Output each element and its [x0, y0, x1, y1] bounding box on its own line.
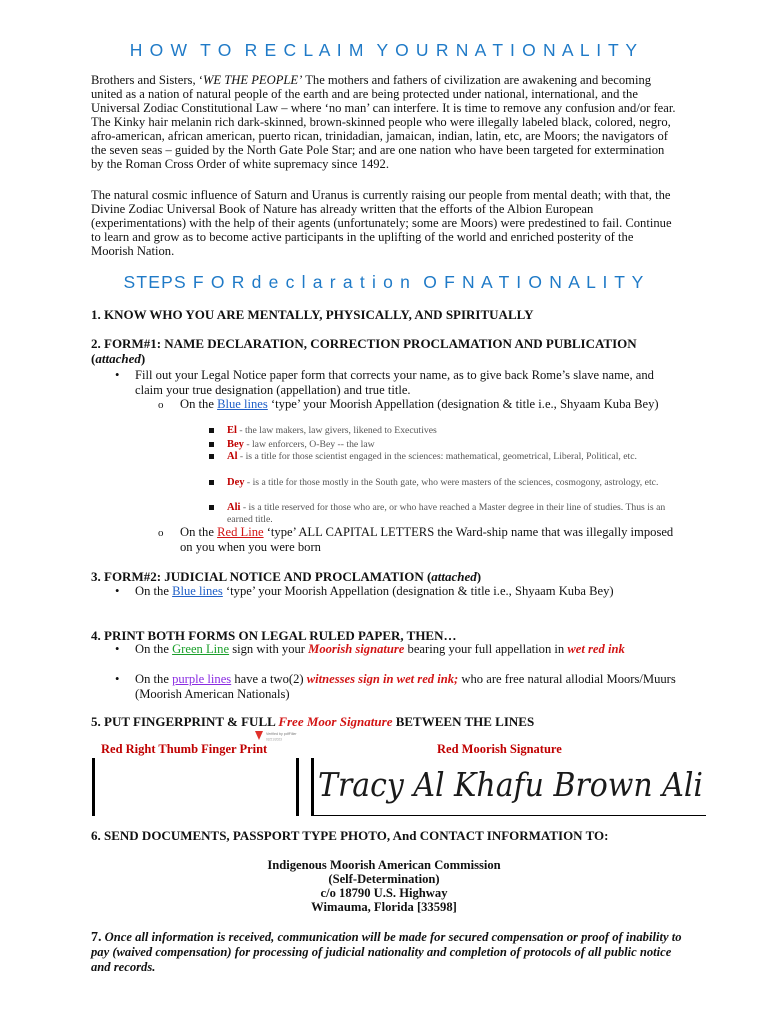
step-7-paragraph — [91, 930, 691, 975]
verified-text: Verified by pdfFiller — [266, 732, 297, 736]
address-line-4: Wimauma, Florida [33598] — [311, 900, 457, 914]
bullet-dot-icon: • — [115, 642, 120, 656]
square-bullet-icon — [209, 505, 214, 510]
thumb-right-line — [296, 758, 299, 816]
title-desc: - is a title reserved for those who are, or who have reached a Master degree in their line of studies. Thus is an earned title. — [227, 502, 666, 525]
step-3-post: ‘type’ your Moorish Appellation (designation & title i.e., Shyaam Kuba Bey) — [222, 584, 614, 598]
step-2-text: 2. FORM#1: NAME DECLARATION, CORRECTION PROCLAMATION AND PUBLICATION ( — [91, 336, 637, 366]
step-3-attached: attached — [431, 569, 477, 584]
title-name: Bey — [227, 439, 244, 450]
circle-bullet-icon: o — [158, 399, 164, 411]
title-desc: - is a title for those scientist engaged in the sciences: mathematical, geometrical, Liberal, Political, etc. — [237, 451, 637, 462]
square-bullet-icon — [209, 428, 214, 433]
circle-bullet-icon: o — [158, 527, 164, 539]
blue-lines-label: Blue lines — [172, 584, 223, 598]
sub-1-post: ‘type’ your Moorish Appellation (designation & title i.e., Shyaam Kuba Bey) — [267, 397, 659, 411]
free-moor-signature-label: Free Moor Signature — [278, 714, 393, 729]
square-bullet-icon — [209, 442, 214, 447]
step-2-attached: attached — [95, 351, 141, 366]
title-name: Dey — [227, 477, 245, 488]
address-line-1: Indigenous Moorish American Commission — [267, 858, 501, 872]
moorish-signature-label: Moorish signature — [308, 642, 405, 656]
title-name: Al — [227, 451, 238, 462]
step-2-sub-1 — [158, 397, 660, 412]
title-desc: - the law makers, law givers, likened to Executives — [236, 425, 437, 436]
step-4-bullet-1 — [115, 642, 680, 657]
step-2-bullet — [115, 368, 670, 398]
b1-pre: On the — [135, 642, 173, 656]
step-3-text: 3. FORM#2: JUDICIAL NOTICE AND PROCLAMATION ( — [91, 569, 432, 584]
bullet-dot-icon: • — [115, 584, 120, 598]
intro-lead: Brothers and Sisters, ‘ — [91, 73, 203, 87]
blue-lines-label: Blue lines — [217, 397, 268, 411]
step-4-bullet-2 — [115, 672, 680, 702]
step-5-heading — [91, 714, 691, 729]
step-2-heading — [91, 336, 671, 366]
step-7-text: Once all information is received, communication will be made for secured compensation or proof of inability to pay (waived compensation) for processing of judicial nationality and completion of protocols of all public notice and records. — [91, 930, 682, 974]
thumb-left-line — [92, 758, 95, 816]
step-3-close: ) — [476, 569, 482, 584]
step-5-pre: 5. PUT FINGERPRINT & FULL — [91, 714, 279, 729]
green-line-label: Green Line — [172, 642, 230, 656]
title-el — [227, 425, 677, 437]
title-desc: - law enforcers, O-Bey -- the law — [243, 439, 375, 450]
step-3-heading — [91, 569, 691, 584]
intro-paragraph-1 — [91, 73, 677, 171]
step-4-heading: 4. PRINT BOTH FORMS ON LEGAL RULED PAPER, THEN… — [91, 628, 457, 643]
sub-2-post: ‘type’ ALL CAPITAL LETTERS the Ward-ship name that was illegally imposed on you when you were born — [180, 525, 674, 554]
step-2-close: ) — [140, 351, 146, 366]
signature-baseline — [311, 815, 706, 816]
step-3-pre: On the — [135, 584, 173, 598]
steps-title: STEPS F O R d e c l a r a t i o n O F N A T I O N A L I T Y — [123, 272, 645, 292]
step-2-sub-2 — [158, 525, 675, 555]
title-al — [227, 451, 677, 463]
wet-red-ink-label: wet red ink — [567, 642, 625, 656]
step-3-bullet — [115, 584, 680, 599]
signature-image — [312, 756, 712, 814]
verified-date: 02/21/2023 — [266, 737, 282, 742]
address-line-2: (Self-Determination) — [328, 872, 440, 886]
signature-text: Tracy Al Khafu Brown Ali — [318, 765, 703, 804]
step-1-heading: 1. KNOW WHO YOU ARE MENTALLY, PHYSICALLY, AND SPIRITUALLY — [91, 307, 534, 322]
b2-post: who are free natural allodial Moors/Muurs (Moorish American Nationals) — [135, 672, 676, 701]
red-line-label: Red Line — [217, 525, 264, 539]
b2-mid: have a two(2) — [231, 672, 307, 686]
title-dey — [227, 477, 677, 489]
step-6-heading: 6. SEND DOCUMENTS, PASSPORT TYPE PHOTO, And CONTACT INFORMATION TO: — [91, 828, 609, 843]
step-2-bullet-text: Fill out your Legal Notice paper form that corrects your name, as to give back Rome’s slave name, and claim your true designation (appellation) and true title. — [135, 368, 654, 397]
b1-mid2: bearing your full appellation in — [404, 642, 568, 656]
intro-rest: The mothers and fathers of civilization are awakening and becoming united as a nation of natural people of the earth and are being protected under national, international, and the Universal Zodiac Constitutional Law – where ‘no man’ can interfere. It is time to remove any confusion and/or fear. The Kinky hair melanin rich dark-skinned, brown-skinned people who were illegally labeled black, colored, negro, afro-american, african american, puerto rican, trinidadian, jamaican, indian, latin, etc, are Moors; the navigators of the seven seas – guided by the North Gate Pole Star; and are one nation who have been targeted for extermination by the Roman Cross Order of white supremacy since 1492. — [91, 73, 676, 171]
thumb-print-label: Red Right Thumb Finger Print — [101, 742, 268, 756]
bullet-dot-icon: • — [115, 672, 120, 686]
square-bullet-icon — [209, 480, 214, 485]
square-bullet-icon — [209, 454, 214, 459]
moorish-signature-area-label: Red Moorish Signature — [437, 742, 562, 756]
sub-1-pre: On the — [180, 397, 218, 411]
b1-mid: sign with your — [229, 642, 309, 656]
step-7-number: 7. — [91, 930, 102, 945]
title-ali — [227, 502, 677, 526]
title-desc: - is a title for those mostly in the South gate, who were masters of the sciences, cosmogony, astrology, etc. — [244, 477, 659, 488]
intro-emphasis: WE THE PEOPLE’ — [202, 73, 303, 87]
title-name: Ali — [227, 502, 241, 513]
sub-2-pre: On the — [180, 525, 218, 539]
step-5-post: BETWEEN THE LINES — [392, 714, 535, 729]
title-name: El — [227, 425, 237, 436]
witnesses-label: witnesses sign in wet red ink; — [306, 672, 459, 686]
intro-paragraph-2: The natural cosmic influence of Saturn and Uranus is currently raising our people from mental death; with that, the Divine Zodiac Universal Book of Nature has already written that the efforts of the Albion European (experimentations) with the help of their agents (unfortunately; some are Moors) were predestined to fail. Continue to learn and grow as to become active participants in the uplifting of the world and enriched posterity of the Moorish Nation. — [91, 188, 672, 258]
title-bey — [227, 439, 677, 451]
bullet-dot-icon: • — [115, 368, 120, 382]
page-title: H O W T O R E C L A I M Y O U R N A T I O N A L I T Y — [129, 40, 639, 60]
b2-pre: On the — [135, 672, 173, 686]
address-line-3: c/o 18790 U.S. Highway — [320, 886, 448, 900]
purple-lines-label: purple lines — [172, 672, 232, 686]
